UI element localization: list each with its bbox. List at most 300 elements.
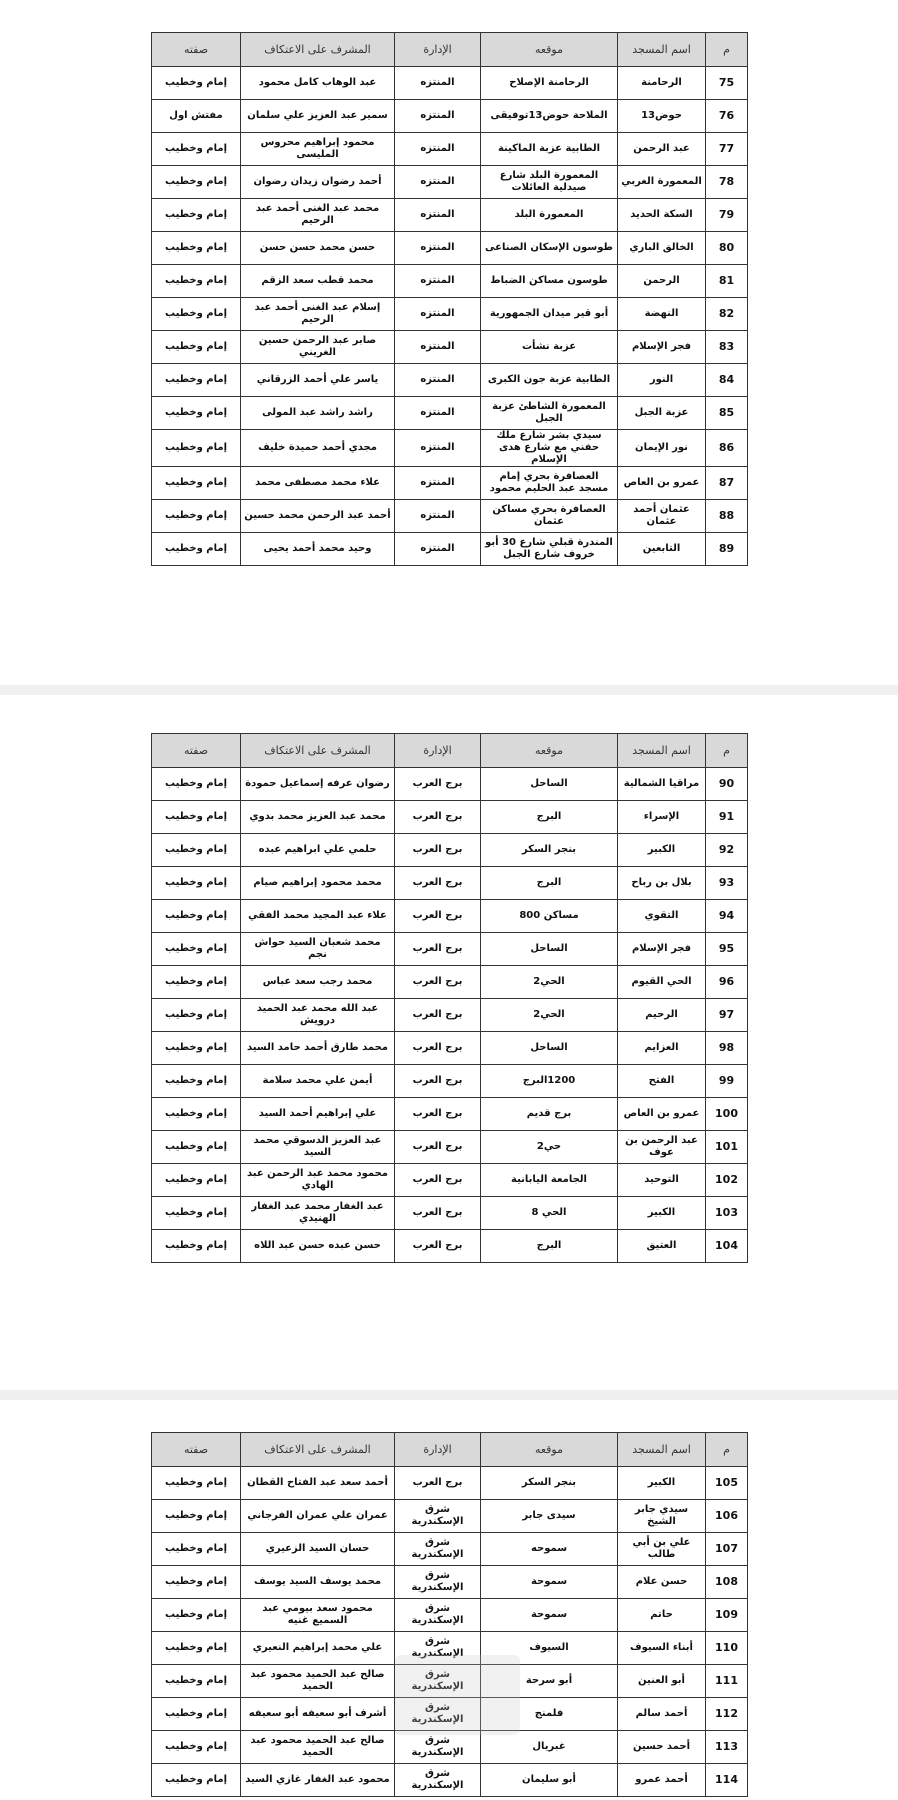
document-page-3: [0, 1400, 898, 1800]
cell-admin: برج العرب: [395, 834, 481, 867]
cell-location: المعمورة البلد شارع صيدلية العائلات: [481, 166, 618, 199]
cell-role: إمام وخطيب: [152, 1731, 241, 1764]
cell-role: إمام وخطيب: [152, 1500, 241, 1533]
cell-mosque: عثمان أحمد عثمان: [618, 500, 706, 533]
table-row: [152, 1566, 748, 1599]
cell-mosque: حسن علام: [618, 1566, 706, 1599]
table-row: [152, 500, 748, 533]
cell-mosque: فجر الإسلام: [618, 933, 706, 966]
cell-location: الحي2: [481, 966, 618, 999]
cell-role: إمام وخطيب: [152, 1164, 241, 1197]
cell-mosque: عبد الرحمن بن عوف: [618, 1131, 706, 1164]
cell-role: إمام وخطيب: [152, 1599, 241, 1632]
cell-supervisor: أشرف أبو سعيفه أبو سعيفه: [241, 1698, 395, 1731]
cell-admin: برج العرب: [395, 999, 481, 1032]
cell-mosque: أبناء السيوف: [618, 1632, 706, 1665]
table-row: [152, 67, 748, 100]
table-row: [152, 133, 748, 166]
header-admin: الإدارة: [395, 1433, 481, 1467]
cell-num: 82: [706, 298, 748, 331]
cell-supervisor: محمود محمد عبد الرحمن عبد الهادي: [241, 1164, 395, 1197]
cell-location: الجامعة اليابانية: [481, 1164, 618, 1197]
mosque-table-3: [151, 1432, 748, 1797]
cell-admin: شرق الإسكندرية: [395, 1764, 481, 1797]
cell-role: إمام وخطيب: [152, 232, 241, 265]
header-supervisor: المشرف على الاعتكاف: [241, 734, 395, 768]
cell-mosque: الرحيم: [618, 999, 706, 1032]
cell-role: إمام وخطيب: [152, 397, 241, 430]
cell-admin: برج العرب: [395, 1230, 481, 1263]
cell-supervisor: عبد الله محمد عبد الحميد درويش: [241, 999, 395, 1032]
cell-mosque: حوض13: [618, 100, 706, 133]
cell-mosque: عمرو بن العاص: [618, 467, 706, 500]
cell-num: 99: [706, 1065, 748, 1098]
cell-admin: برج العرب: [395, 1098, 481, 1131]
cell-num: 102: [706, 1164, 748, 1197]
cell-role: إمام وخطيب: [152, 1065, 241, 1098]
cell-num: 114: [706, 1764, 748, 1797]
table-header-row: [152, 734, 748, 768]
table-row: [152, 1065, 748, 1098]
cell-mosque: الكبير: [618, 834, 706, 867]
header-supervisor: المشرف على الاعتكاف: [241, 33, 395, 67]
cell-role: إمام وخطيب: [152, 801, 241, 834]
cell-mosque: الكبير: [618, 1197, 706, 1230]
cell-role: مفتش اول: [152, 100, 241, 133]
cell-location: البرج: [481, 867, 618, 900]
cell-admin: برج العرب: [395, 933, 481, 966]
cell-admin: برج العرب: [395, 1065, 481, 1098]
cell-admin: شرق الإسكندرية: [395, 1533, 481, 1566]
table-row: [152, 1467, 748, 1500]
cell-admin: المنتزه: [395, 397, 481, 430]
cell-num: 93: [706, 867, 748, 900]
table-row: [152, 900, 748, 933]
table-row: [152, 1131, 748, 1164]
cell-role: إمام وخطيب: [152, 1032, 241, 1065]
cell-admin: المنتزه: [395, 364, 481, 397]
cell-supervisor: محمد شعبان السيد حواش نجم: [241, 933, 395, 966]
table-row: [152, 100, 748, 133]
cell-supervisor: حسان السيد الزعيري: [241, 1533, 395, 1566]
cell-supervisor: محمود إبراهيم محروس المليسى: [241, 133, 395, 166]
cell-supervisor: إسلام عبد الغنى أحمد عبد الرحيم: [241, 298, 395, 331]
cell-supervisor: حلمي علي ابراهيم عبده: [241, 834, 395, 867]
cell-supervisor: محمد قطب سعد الزقم: [241, 265, 395, 298]
cell-location: السيوف: [481, 1632, 618, 1665]
cell-admin: شرق الإسكندرية: [395, 1698, 481, 1731]
cell-admin: المنتزه: [395, 298, 481, 331]
cell-supervisor: محمد محمود إبراهيم صيام: [241, 867, 395, 900]
header-mosque: اسم المسجد: [618, 1433, 706, 1467]
table-row: [152, 768, 748, 801]
table-row: [152, 430, 748, 467]
cell-role: إمام وخطيب: [152, 1632, 241, 1665]
cell-num: 97: [706, 999, 748, 1032]
cell-num: 94: [706, 900, 748, 933]
cell-num: 80: [706, 232, 748, 265]
cell-location: سيدى جابر: [481, 1500, 618, 1533]
cell-mosque: الخالق الباري: [618, 232, 706, 265]
cell-supervisor: راشد راشد عبد المولى: [241, 397, 395, 430]
table-row: [152, 232, 748, 265]
cell-location: الطابية عزبة الماكينة: [481, 133, 618, 166]
cell-mosque: أحمد سالم: [618, 1698, 706, 1731]
table-row: [152, 1197, 748, 1230]
cell-location: الرحامنة الإصلاح: [481, 67, 618, 100]
cell-location: البرج: [481, 801, 618, 834]
cell-location: سيدي بشر شارع ملك حفني مع شارع هدى الإسلام: [481, 430, 618, 467]
header-mosque: اسم المسجد: [618, 33, 706, 67]
table-row: [152, 966, 748, 999]
cell-location: سموحة: [481, 1566, 618, 1599]
cell-role: إمام وخطيب: [152, 1665, 241, 1698]
cell-supervisor: محمد رجب سعد عباس: [241, 966, 395, 999]
cell-num: 90: [706, 768, 748, 801]
cell-mosque: الحي القيوم: [618, 966, 706, 999]
cell-location: الحي 8: [481, 1197, 618, 1230]
table-row: [152, 298, 748, 331]
cell-mosque: علي بن أبي طالب: [618, 1533, 706, 1566]
cell-admin: برج العرب: [395, 1164, 481, 1197]
table-row: [152, 1164, 748, 1197]
cell-num: 95: [706, 933, 748, 966]
cell-num: 88: [706, 500, 748, 533]
cell-mosque: الرحامنة: [618, 67, 706, 100]
cell-admin: برج العرب: [395, 768, 481, 801]
cell-admin: المنتزه: [395, 500, 481, 533]
cell-supervisor: عبد الغفار محمد عبد الغفار الهنيدي: [241, 1197, 395, 1230]
cell-admin: برج العرب: [395, 1197, 481, 1230]
cell-mosque: بلال بن رباح: [618, 867, 706, 900]
watermark-logo: [395, 1655, 520, 1735]
cell-num: 76: [706, 100, 748, 133]
cell-role: إمام وخطيب: [152, 199, 241, 232]
cell-supervisor: محمد عبد الغنى أحمد عبد الرحيم: [241, 199, 395, 232]
cell-num: 106: [706, 1500, 748, 1533]
cell-num: 109: [706, 1599, 748, 1632]
cell-admin: برج العرب: [395, 966, 481, 999]
cell-role: إمام وخطيب: [152, 1698, 241, 1731]
table-row: [152, 1764, 748, 1797]
cell-role: إمام وخطيب: [152, 999, 241, 1032]
cell-num: 81: [706, 265, 748, 298]
table-row: [152, 199, 748, 232]
cell-location: الملاحة حوض13توفيقى: [481, 100, 618, 133]
page-separator: [0, 685, 898, 695]
header-location: موقعه: [481, 1433, 618, 1467]
header-num: م: [706, 1433, 748, 1467]
header-admin: الإدارة: [395, 33, 481, 67]
cell-supervisor: سمير عبد العزيز علي سلمان: [241, 100, 395, 133]
cell-location: طوسون مساكن الضباط: [481, 265, 618, 298]
cell-location: بنجر السكر: [481, 834, 618, 867]
header-num: م: [706, 734, 748, 768]
cell-location: المعمورة الشاطئ عزبة الجبل: [481, 397, 618, 430]
cell-admin: برج العرب: [395, 1032, 481, 1065]
document-page-2: [0, 695, 898, 1390]
table-row: [152, 265, 748, 298]
cell-num: 92: [706, 834, 748, 867]
mosque-table-2: [151, 733, 748, 1263]
cell-supervisor: مجدي أحمد حميدة خليف: [241, 430, 395, 467]
cell-mosque: فجر الإسلام: [618, 331, 706, 364]
cell-num: 85: [706, 397, 748, 430]
table-row: [152, 1032, 748, 1065]
cell-admin: المنتزه: [395, 265, 481, 298]
cell-num: 86: [706, 430, 748, 467]
cell-role: إمام وخطيب: [152, 430, 241, 467]
cell-location: الساحل: [481, 933, 618, 966]
cell-role: إمام وخطيب: [152, 1197, 241, 1230]
mosque-table-1: [151, 32, 748, 566]
cell-mosque: العتيق: [618, 1230, 706, 1263]
table-row: [152, 467, 748, 500]
cell-mosque: التوحيد: [618, 1164, 706, 1197]
cell-role: إمام وخطيب: [152, 331, 241, 364]
cell-mosque: أحمد عمرو: [618, 1764, 706, 1797]
cell-admin: المنتزه: [395, 232, 481, 265]
cell-num: 110: [706, 1632, 748, 1665]
cell-mosque: السكة الحديد: [618, 199, 706, 232]
cell-role: إمام وخطيب: [152, 500, 241, 533]
cell-role: إمام وخطيب: [152, 67, 241, 100]
cell-supervisor: محمود سعد بيومي عبد السميع غنيه: [241, 1599, 395, 1632]
cell-role: إمام وخطيب: [152, 966, 241, 999]
cell-mosque: عبد الرحمن: [618, 133, 706, 166]
cell-supervisor: أحمد رضوان زيدان رضوان: [241, 166, 395, 199]
cell-location: طوسون الإسكان الصناعى: [481, 232, 618, 265]
cell-admin: شرق الإسكندرية: [395, 1731, 481, 1764]
cell-supervisor: حسن عبده حسن عبد اللاه: [241, 1230, 395, 1263]
cell-location: سموحه: [481, 1533, 618, 1566]
cell-num: 113: [706, 1731, 748, 1764]
cell-supervisor: رضوان عرفه إسماعيل حمودة: [241, 768, 395, 801]
cell-admin: شرق الإسكندرية: [395, 1632, 481, 1665]
cell-admin: برج العرب: [395, 1131, 481, 1164]
cell-num: 105: [706, 1467, 748, 1500]
cell-role: إمام وخطيب: [152, 1533, 241, 1566]
cell-supervisor: علاء عبد المجيد محمد الفقي: [241, 900, 395, 933]
cell-mosque: سيدي جابر الشيخ: [618, 1500, 706, 1533]
cell-role: إمام وخطيب: [152, 1566, 241, 1599]
cell-num: 91: [706, 801, 748, 834]
cell-num: 84: [706, 364, 748, 397]
cell-mosque: الكبير: [618, 1467, 706, 1500]
cell-mosque: عزبة الجبل: [618, 397, 706, 430]
cell-supervisor: أيمن علي محمد سلامة: [241, 1065, 395, 1098]
cell-location: عزبة نشأت: [481, 331, 618, 364]
header-role: صفته: [152, 734, 241, 768]
table-header-row: [152, 33, 748, 67]
cell-num: 78: [706, 166, 748, 199]
cell-admin: المنتزه: [395, 67, 481, 100]
cell-location: سموحة: [481, 1599, 618, 1632]
cell-location: غبريال: [481, 1731, 618, 1764]
cell-mosque: حاتم: [618, 1599, 706, 1632]
cell-admin: المنتزه: [395, 467, 481, 500]
cell-mosque: النور: [618, 364, 706, 397]
table-row: [152, 533, 748, 566]
cell-supervisor: محمد يوسف السيد يوسف: [241, 1566, 395, 1599]
cell-mosque: مراقيا الشمالية: [618, 768, 706, 801]
cell-role: إمام وخطيب: [152, 1764, 241, 1797]
table-row: [152, 801, 748, 834]
cell-supervisor: وحيد محمد أحمد يحيى: [241, 533, 395, 566]
table-row: [152, 1230, 748, 1263]
cell-supervisor: حسن محمد حسن حسن: [241, 232, 395, 265]
cell-num: 103: [706, 1197, 748, 1230]
cell-role: إمام وخطيب: [152, 298, 241, 331]
header-mosque: اسم المسجد: [618, 734, 706, 768]
cell-mosque: التابعين: [618, 533, 706, 566]
cell-num: 108: [706, 1566, 748, 1599]
cell-location: أبو سليمان: [481, 1764, 618, 1797]
cell-supervisor: صالح عبد الحميد محمود عبد الحميد: [241, 1731, 395, 1764]
cell-role: إمام وخطيب: [152, 533, 241, 566]
table-row: [152, 1098, 748, 1131]
cell-admin: برج العرب: [395, 900, 481, 933]
table-row: [152, 1533, 748, 1566]
cell-admin: المنتزه: [395, 533, 481, 566]
cell-num: 107: [706, 1533, 748, 1566]
cell-supervisor: صالح عبد الحميد محمود عبد الحميد: [241, 1665, 395, 1698]
table-row: [152, 999, 748, 1032]
cell-role: إمام وخطيب: [152, 1467, 241, 1500]
cell-mosque: الفتح: [618, 1065, 706, 1098]
cell-admin: شرق الإسكندرية: [395, 1665, 481, 1698]
cell-mosque: التقوي: [618, 900, 706, 933]
cell-admin: المنتزه: [395, 430, 481, 467]
cell-num: 98: [706, 1032, 748, 1065]
cell-mosque: عمرو بن العاص: [618, 1098, 706, 1131]
cell-supervisor: عبد العزيز الدسوقي محمد السيد: [241, 1131, 395, 1164]
cell-num: 112: [706, 1698, 748, 1731]
header-role: صفته: [152, 33, 241, 67]
cell-num: 77: [706, 133, 748, 166]
cell-location: 1200البرج: [481, 1065, 618, 1098]
cell-role: إمام وخطيب: [152, 1131, 241, 1164]
cell-supervisor: محمد طارق أحمد حامد السيد: [241, 1032, 395, 1065]
cell-admin: المنتزه: [395, 166, 481, 199]
cell-admin: شرق الإسكندرية: [395, 1599, 481, 1632]
header-location: موقعه: [481, 33, 618, 67]
table-row: [152, 397, 748, 430]
cell-mosque: الرحمن: [618, 265, 706, 298]
cell-location: الطابية عزبة جون الكبرى: [481, 364, 618, 397]
cell-num: 87: [706, 467, 748, 500]
cell-location: مساكن 800: [481, 900, 618, 933]
cell-admin: شرق الإسكندرية: [395, 1566, 481, 1599]
cell-location: المعمورة البلد: [481, 199, 618, 232]
cell-role: إمام وخطيب: [152, 933, 241, 966]
cell-admin: المنتزه: [395, 331, 481, 364]
cell-num: 104: [706, 1230, 748, 1263]
cell-role: إمام وخطيب: [152, 1230, 241, 1263]
cell-role: إمام وخطيب: [152, 834, 241, 867]
cell-mosque: النهضة: [618, 298, 706, 331]
table-row: [152, 364, 748, 397]
table-row: [152, 166, 748, 199]
cell-role: إمام وخطيب: [152, 265, 241, 298]
document-page-1: [0, 0, 898, 685]
cell-num: 75: [706, 67, 748, 100]
cell-role: إمام وخطيب: [152, 467, 241, 500]
cell-role: إمام وخطيب: [152, 867, 241, 900]
cell-location: الساحل: [481, 1032, 618, 1065]
cell-admin: برج العرب: [395, 867, 481, 900]
cell-mosque: أبو العنين: [618, 1665, 706, 1698]
cell-admin: المنتزه: [395, 133, 481, 166]
cell-mosque: العزايم: [618, 1032, 706, 1065]
cell-num: 89: [706, 533, 748, 566]
cell-location: حي2: [481, 1131, 618, 1164]
cell-supervisor: محمود عبد الغفار غازي السيد: [241, 1764, 395, 1797]
cell-admin: المنتزه: [395, 199, 481, 232]
cell-location: بنجر السكر: [481, 1467, 618, 1500]
cell-mosque: الإسراء: [618, 801, 706, 834]
cell-location: العصافرة بحري إمام مسجد عبد الحليم محمود: [481, 467, 618, 500]
cell-num: 83: [706, 331, 748, 364]
cell-location: أبو قير ميدان الجمهورية: [481, 298, 618, 331]
cell-num: 101: [706, 1131, 748, 1164]
cell-supervisor: صابر عبد الرحمن حسين الغريني: [241, 331, 395, 364]
cell-supervisor: علي محمد إبراهيم النعيري: [241, 1632, 395, 1665]
cell-supervisor: علي إبراهيم أحمد السيد: [241, 1098, 395, 1131]
table-row: [152, 867, 748, 900]
cell-role: إمام وخطيب: [152, 768, 241, 801]
header-location: موقعه: [481, 734, 618, 768]
cell-supervisor: أحمد سعد عبد الفتاح القطان: [241, 1467, 395, 1500]
cell-mosque: المعمورة الغربي: [618, 166, 706, 199]
cell-admin: المنتزه: [395, 100, 481, 133]
table-row: [152, 834, 748, 867]
cell-num: 100: [706, 1098, 748, 1131]
header-num: م: [706, 33, 748, 67]
cell-role: إمام وخطيب: [152, 166, 241, 199]
cell-location: أبو سرحة: [481, 1665, 618, 1698]
cell-supervisor: ياسر علي أحمد الزرقاني: [241, 364, 395, 397]
cell-location: برج قديم: [481, 1098, 618, 1131]
table-row: [152, 331, 748, 364]
cell-role: إمام وخطيب: [152, 900, 241, 933]
cell-supervisor: محمد عبد العزيز محمد بدوي: [241, 801, 395, 834]
page-separator: [0, 1390, 898, 1400]
header-supervisor: المشرف على الاعتكاف: [241, 1433, 395, 1467]
table-row: [152, 1500, 748, 1533]
cell-supervisor: عمران علي عمران الفرجاني: [241, 1500, 395, 1533]
cell-num: 96: [706, 966, 748, 999]
cell-mosque: نور الإيمان: [618, 430, 706, 467]
cell-num: 79: [706, 199, 748, 232]
cell-admin: شرق الإسكندرية: [395, 1500, 481, 1533]
cell-location: الحي2: [481, 999, 618, 1032]
table-row: [152, 1731, 748, 1764]
cell-role: إمام وخطيب: [152, 1098, 241, 1131]
cell-supervisor: أحمد عبد الرحمن محمد حسين: [241, 500, 395, 533]
header-role: صفته: [152, 1433, 241, 1467]
cell-location: الساحل: [481, 768, 618, 801]
table-row: [152, 933, 748, 966]
header-admin: الإدارة: [395, 734, 481, 768]
cell-admin: برج العرب: [395, 801, 481, 834]
cell-role: إمام وخطيب: [152, 364, 241, 397]
cell-role: إمام وخطيب: [152, 133, 241, 166]
table-row: [152, 1599, 748, 1632]
cell-mosque: أحمد حسين: [618, 1731, 706, 1764]
cell-location: المندرة قبلي شارع 30 أبو خروف شارع الجبل: [481, 533, 618, 566]
cell-supervisor: عبد الوهاب كامل محمود: [241, 67, 395, 100]
